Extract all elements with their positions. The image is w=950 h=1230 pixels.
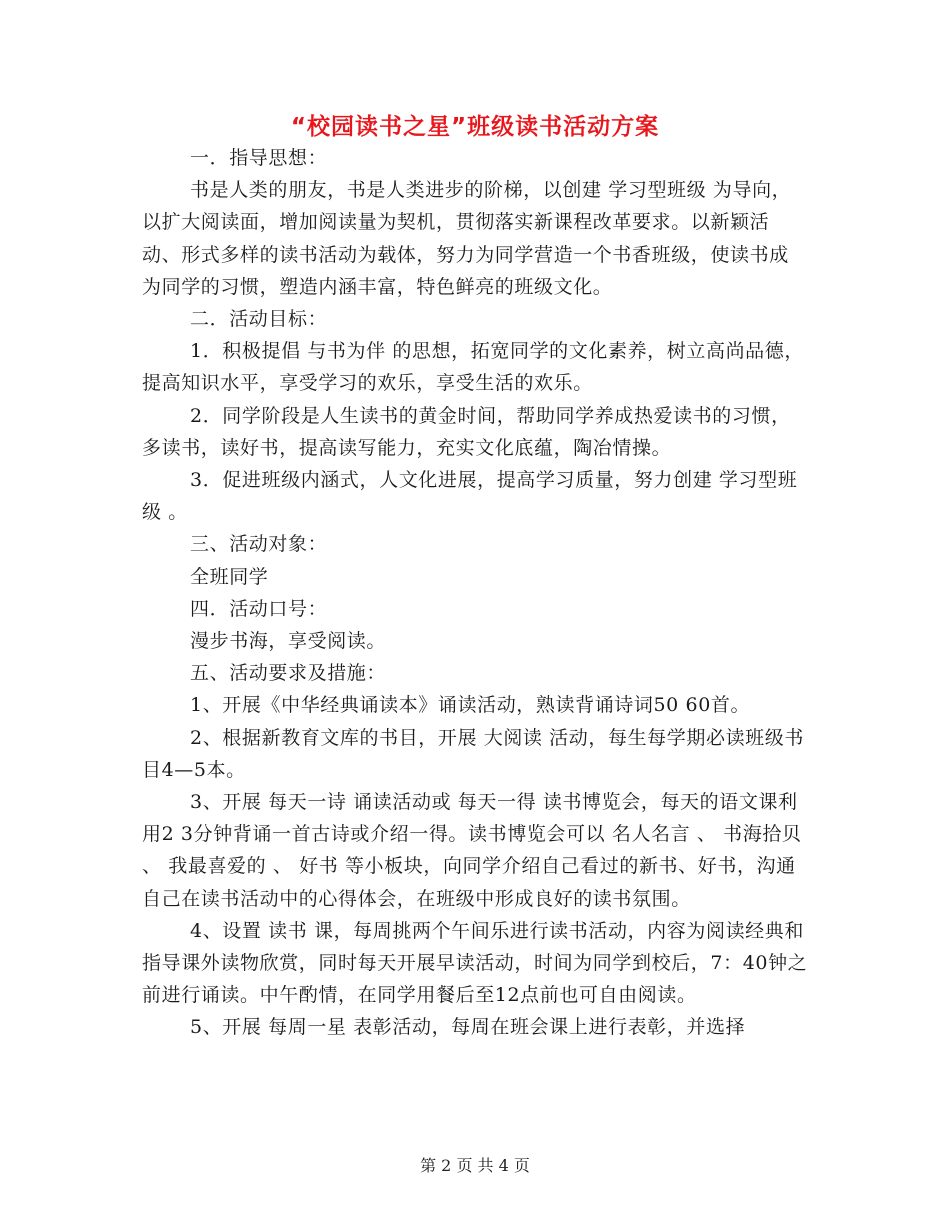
measure-item-1: 1、开展《中华经典诵读本》诵读活动，熟读背诵诗词50 60首。	[190, 694, 751, 717]
document-title: “校园读书之星”班级读书活动方案	[290, 114, 660, 140]
measure-item-3: 3、开展 每天一诗 诵读活动或 每天一得 读书博览会，每天的语文课利用2 3分钟背诵一首古诗或介绍一得。读书博览会可以 名人名言 、 书海拾贝 、 我最喜爱的 、 好书 等小板块，向同学介绍自己看过的新书、好书，沟通自己在读书活动中的心得体会，在班级中形成良好的读书氛围。	[142, 791, 802, 910]
document-body	[142, 142, 808, 1044]
audience-text: 全班同学	[190, 565, 269, 588]
measure-item-5: 5、开展 每周一星 表彰活动，每周在班会课上进行表彰，并选择	[190, 1016, 746, 1039]
goal-item-3: 3．促进班级内涵式，人文化进展，提高学习质量，努力创建 学习型班级 。	[142, 469, 798, 524]
goal-item-1: 1．积极提倡 与书为伴 的思想，拓宽同学的文化素养，树立高尚品德，提高知识水平，享受学习的欢乐，享受生活的欢乐。	[142, 340, 804, 395]
measure-item-4: 4、设置 读书 课，每周挑两个午间乐进行读书活动，内容为阅读经典和指导课外读物欣赏，同时每天开展早读活动，时间为同学到校后，7：40钟之前进行诵读。中午酌情，在同学用餐后至12点前也可自由阅读。	[142, 919, 808, 1007]
section-heading-guiding-thought: 一．指导思想：	[190, 147, 328, 169]
goal-item-2: 2．同学阶段是人生读书的黄金时间，帮助同学养成热爱读书的习惯，多读书，读好书，提高读写能力，充实文化底蕴，陶冶情操。	[142, 404, 791, 459]
section-heading-goals: 二．活动目标：	[190, 308, 328, 331]
slogan-text: 漫步书海，享受阅读。	[190, 630, 387, 653]
section-heading-measures: 五、活动要求及措施：	[190, 662, 387, 685]
section-heading-slogan: 四．活动口号：	[190, 597, 328, 620]
paragraph-guiding-thought: 书是人类的朋友，书是人类进步的阶梯，以创建 学习型班级 为导向，以扩大阅读面，增加阅读量为契机，贯彻落实新课程改革要求。以新颖活动、形式多样的读书活动为载体，努力为同学营造一个书香班级，使读书成为同学的习惯，塑造内涵丰富，特色鲜亮的班级文化。	[142, 179, 792, 298]
page-footer: 第 2 页 共 4 页	[420, 1156, 530, 1175]
section-heading-audience: 三、活动对象：	[190, 533, 328, 556]
measure-item-2: 2、根据新教育文库的书目，开展 大阅读 活动，每生每学期必读班级书目4—5本。	[142, 726, 804, 781]
